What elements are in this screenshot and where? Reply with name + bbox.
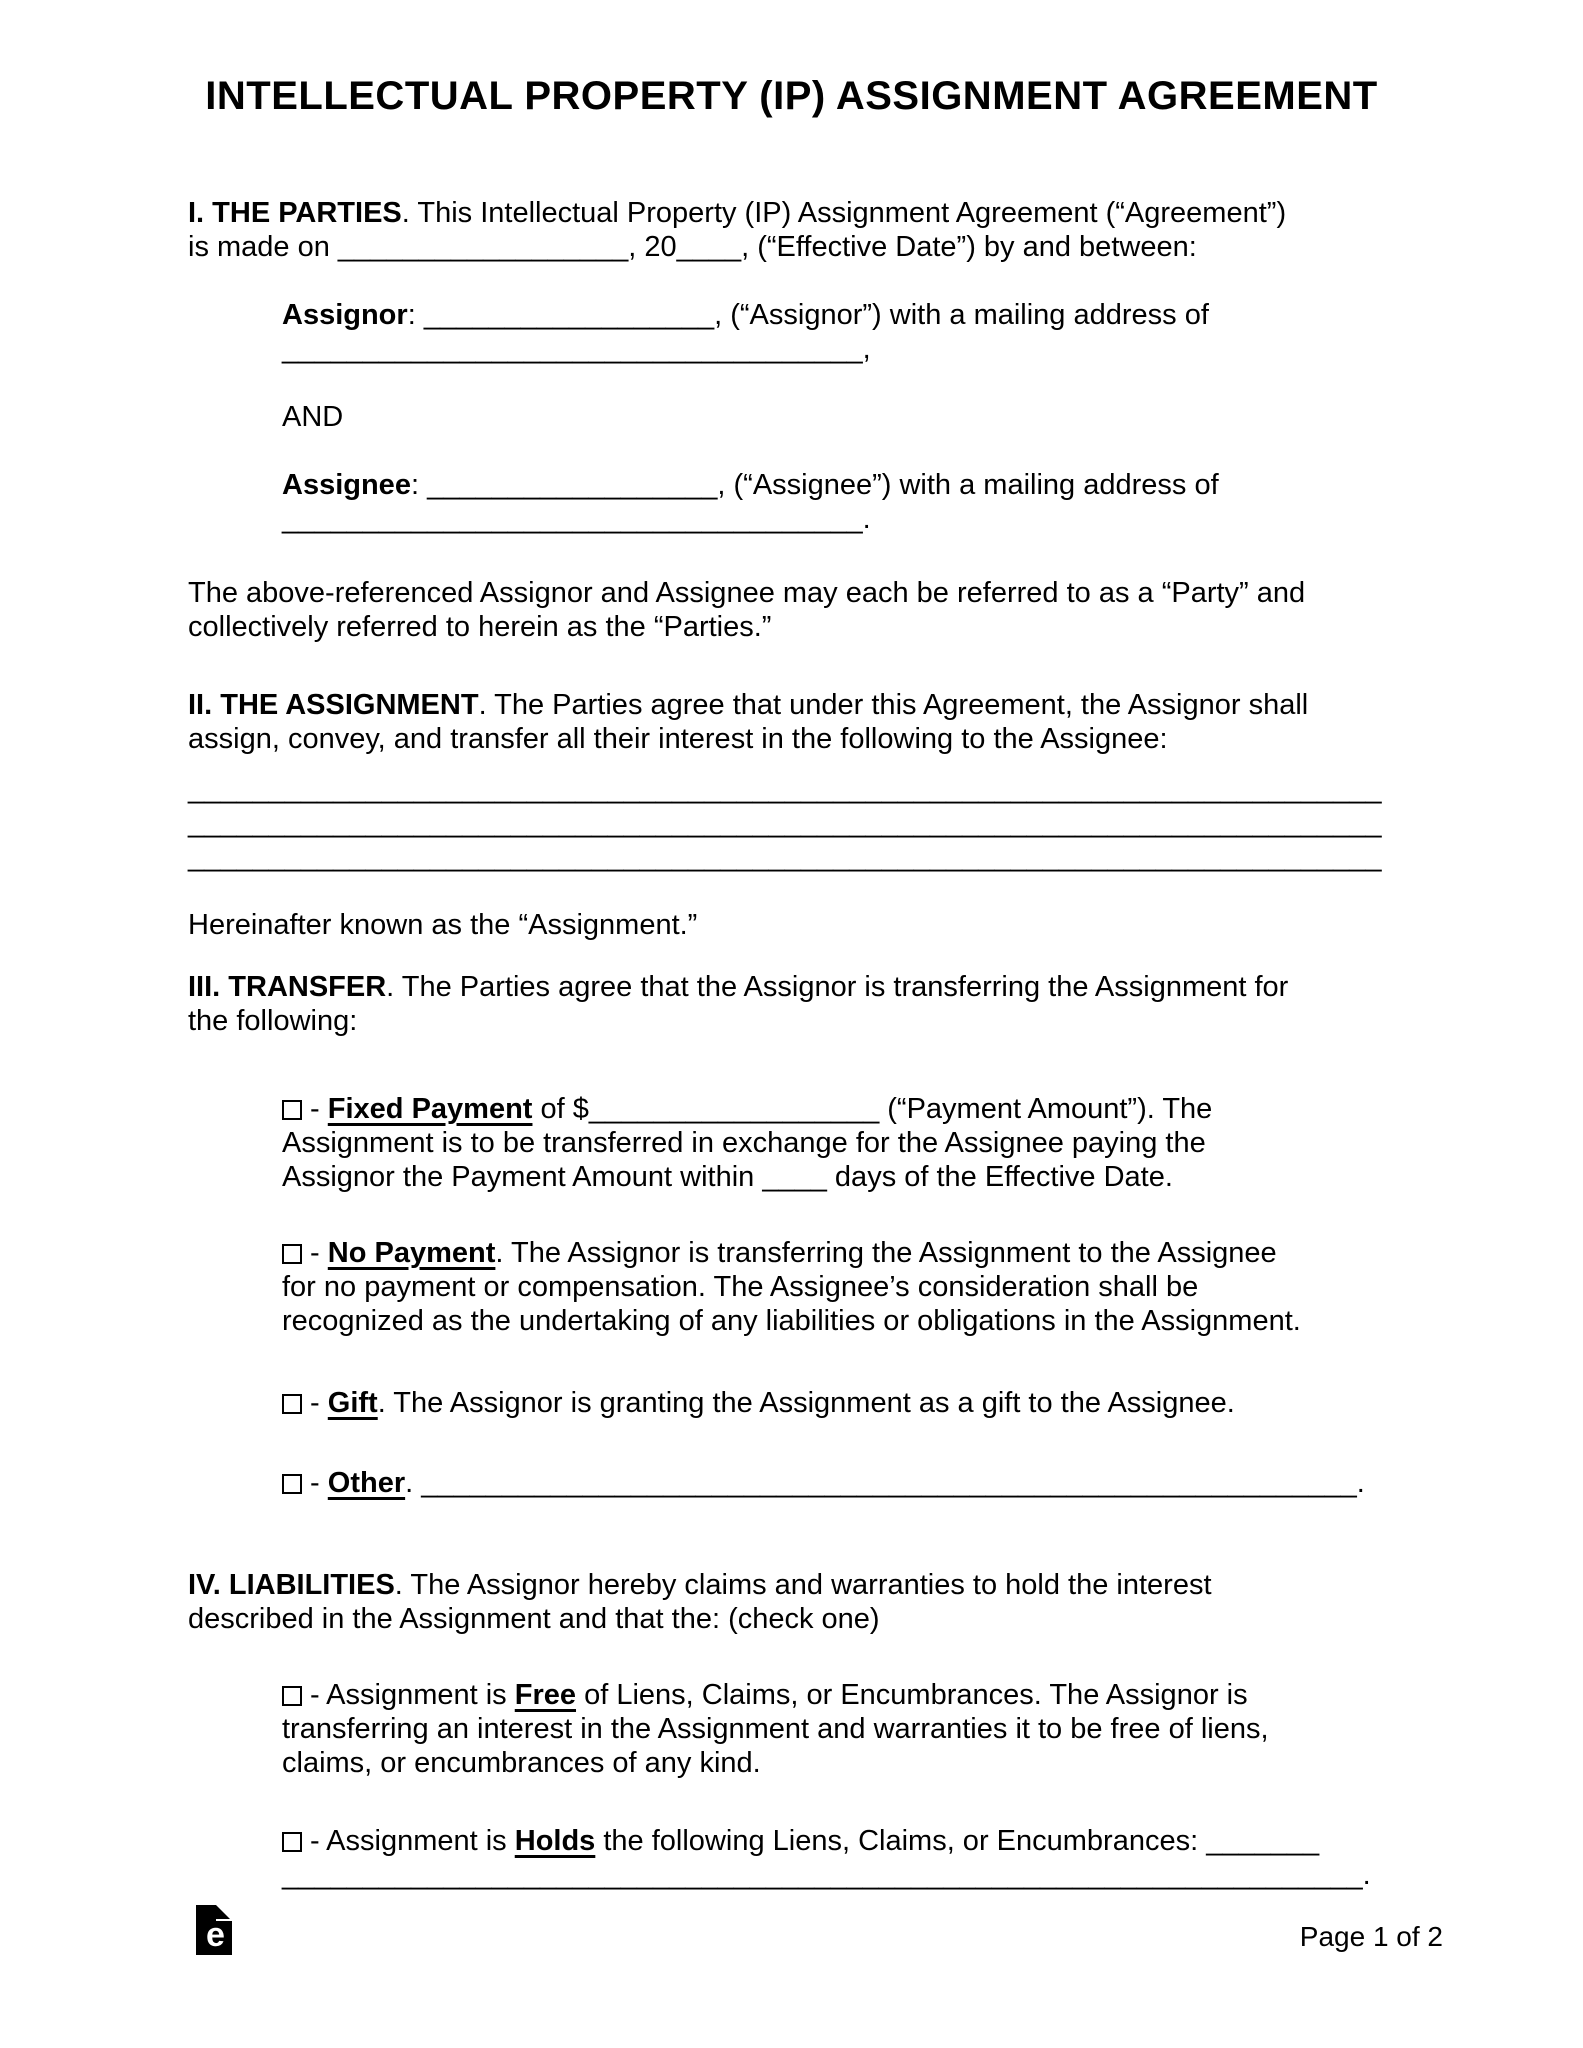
text-run: the following Liens, Claims, or Encumbrances: xyxy=(595,1825,1207,1857)
text-line xyxy=(188,970,1395,1004)
page-number-label: Page 1 of 2 xyxy=(1299,1921,1443,1952)
text-run: days of the Effective Date. xyxy=(826,1161,1173,1193)
text-line xyxy=(282,1092,1395,1126)
text-line xyxy=(188,722,1395,756)
text-line xyxy=(188,196,1395,230)
effective-year-blank[interactable]: ____ xyxy=(676,231,742,263)
text-run: INTELLECTUAL PROPERTY (IP) ASSIGNMENT AGREEMENT xyxy=(205,74,1378,118)
text-run: , xyxy=(862,333,871,365)
text-run: - xyxy=(302,1093,328,1125)
document-body xyxy=(188,72,1395,1892)
payment-days-blank[interactable]: ____ xyxy=(762,1161,827,1193)
text-line xyxy=(282,1712,1395,1746)
payment-amount-blank[interactable]: __________________ xyxy=(588,1093,880,1125)
text-run: . The Assignor is transferring the Assignment to the Assignee xyxy=(495,1237,1277,1269)
text-run: Fixed Payment xyxy=(327,1093,533,1125)
text-run: of $ xyxy=(532,1093,589,1125)
no-payment-checkbox[interactable] xyxy=(282,1244,302,1264)
encumbrances-blank-2[interactable]: ___________________________________________________________________ xyxy=(282,1859,1363,1891)
and-separator xyxy=(282,400,1395,434)
liability-free-checkbox[interactable] xyxy=(282,1686,302,1706)
text-line xyxy=(282,298,1395,332)
text-line xyxy=(188,1602,1395,1636)
checkbox-item-liability-free xyxy=(282,1678,1395,1780)
text-run: of Liens, Claims, or Encumbrances. The Assignor is xyxy=(576,1679,1248,1711)
text-run: Assignor the Payment Amount within xyxy=(282,1161,763,1193)
text-line xyxy=(188,610,1395,644)
text-run: . The Parties agree that the Assignor is transferring the Assignment for xyxy=(386,971,1289,1003)
other-description-blank[interactable]: __________________________________________________________ xyxy=(421,1467,1357,1499)
text-run: , (“Assignor”) with a mailing address of xyxy=(714,299,1209,331)
text-run: The above-referenced Assignor and Assignee may each be referred to as a “Party” and xyxy=(188,577,1306,609)
effective-date-blank[interactable]: __________________ xyxy=(337,231,629,263)
text-run: Assignee xyxy=(282,469,411,501)
text-run: claims, or encumbrances of any kind. xyxy=(282,1747,761,1779)
text-run: Assignment is to be transferred in exchange for the Assignee paying the xyxy=(282,1127,1206,1159)
assignment-description-line-1[interactable]: __________________________________________________________________________ xyxy=(188,773,1382,805)
text-run: : xyxy=(407,299,424,331)
text-line xyxy=(188,1004,1395,1038)
text-run: collectively referred to herein as the “Parties.” xyxy=(188,611,772,643)
text-line xyxy=(188,72,1395,120)
text-run: . The Parties agree that under this Agreement, the Assignor shall xyxy=(478,689,1309,721)
text-run: Hereinafter known as the “Assignment.” xyxy=(188,909,698,941)
checkbox-item-other xyxy=(282,1466,1395,1500)
text-line xyxy=(282,1160,1395,1194)
text-line xyxy=(282,1304,1395,1338)
assignee-name-blank[interactable]: __________________ xyxy=(427,469,718,501)
liability-holds-checkbox[interactable] xyxy=(282,1832,302,1852)
text-line xyxy=(282,332,1395,366)
text-run: , (“Assignee”) with a mailing address of xyxy=(717,469,1219,501)
checkbox-item-gift xyxy=(282,1386,1395,1420)
checkbox-item-no-payment xyxy=(282,1236,1395,1338)
checkbox-item-fixed-payment xyxy=(282,1092,1395,1194)
text-run: . The Assignor hereby claims and warranties to hold the interest xyxy=(394,1569,1212,1601)
gift-checkbox[interactable] xyxy=(282,1394,302,1414)
eforms-logo-icon xyxy=(196,1905,232,1955)
text-run: : xyxy=(410,469,428,501)
text-line xyxy=(282,1858,1395,1892)
text-line xyxy=(282,400,1395,434)
text-line xyxy=(188,230,1395,264)
text-run: AND xyxy=(282,401,344,433)
parties-reference-paragraph xyxy=(188,576,1395,644)
assignment-description-line-3[interactable]: __________________________________________________________________________ xyxy=(188,841,1382,873)
text-run: . This Intellectual Property (IP) Assignment Agreement (“Agreement”) xyxy=(401,197,1287,229)
text-line xyxy=(188,840,1395,874)
text-run: - xyxy=(302,1237,328,1269)
assignor-paragraph xyxy=(282,298,1395,366)
text-line xyxy=(282,468,1395,502)
text-run: Gift xyxy=(327,1387,378,1419)
text-run: No Payment xyxy=(327,1237,496,1269)
section-iii-transfer xyxy=(188,970,1395,1038)
text-run: Assignor xyxy=(282,299,408,331)
text-line xyxy=(188,772,1395,806)
text-run: , (“Effective Date”) by and between: xyxy=(741,231,1197,263)
text-line xyxy=(188,806,1395,840)
text-run: I. THE PARTIES xyxy=(188,197,402,229)
assignee-paragraph xyxy=(282,468,1395,536)
text-line xyxy=(282,502,1395,536)
text-line xyxy=(282,1126,1395,1160)
text-run: . xyxy=(1356,1467,1365,1499)
text-run: for no payment or compensation. The Assignee’s consideration shall be xyxy=(282,1271,1199,1303)
section-ii-the-assignment xyxy=(188,688,1395,756)
text-run: is made on xyxy=(188,231,338,263)
text-run: , 20 xyxy=(628,231,677,263)
svg-text:e: e xyxy=(206,1916,225,1954)
fixed-payment-checkbox[interactable] xyxy=(282,1100,302,1120)
assignor-name-blank[interactable]: __________________ xyxy=(423,299,715,331)
text-run: . xyxy=(1362,1859,1371,1891)
text-run: . The Assignor is granting the Assignment as a gift to the Assignee. xyxy=(377,1387,1235,1419)
text-run: Other xyxy=(327,1467,406,1499)
text-line xyxy=(188,908,1395,942)
section-i-the-parties xyxy=(188,196,1395,264)
assignment-description-lines xyxy=(188,772,1395,874)
text-run: transferring an interest in the Assignment and warranties it to be free of liens, xyxy=(282,1713,1269,1745)
text-run: II. THE ASSIGNMENT xyxy=(188,689,479,721)
text-run: described in the Assignment and that the: (check one) xyxy=(188,1603,880,1635)
text-run: recognized as the undertaking of any liabilities or obligations in the Assignment. xyxy=(282,1305,1301,1337)
text-line xyxy=(282,1386,1395,1420)
assignment-description-line-2[interactable]: __________________________________________________________________________ xyxy=(188,807,1382,839)
encumbrances-blank-1[interactable]: _______ xyxy=(1206,1825,1320,1857)
text-line xyxy=(282,1466,1395,1500)
text-run: - Assignment is xyxy=(302,1825,515,1857)
text-line xyxy=(282,1236,1395,1270)
text-line xyxy=(188,576,1395,610)
assignor-address-blank[interactable]: ____________________________________ xyxy=(282,333,863,365)
text-run: IV. LIABILITIES xyxy=(188,1569,395,1601)
text-line xyxy=(282,1678,1395,1712)
text-run: - Assignment is xyxy=(302,1679,515,1711)
assignee-address-blank[interactable]: ____________________________________ xyxy=(282,503,863,535)
text-run: Free xyxy=(514,1679,577,1711)
text-run: . xyxy=(405,1467,422,1499)
section-iv-liabilities xyxy=(188,1568,1395,1636)
text-line xyxy=(188,1568,1395,1602)
hereinafter-paragraph xyxy=(188,908,1395,942)
text-line xyxy=(188,688,1395,722)
text-line xyxy=(282,1824,1395,1858)
text-run: - xyxy=(302,1387,328,1419)
other-checkbox[interactable] xyxy=(282,1474,302,1494)
text-run: (“Payment Amount”). The xyxy=(879,1093,1213,1125)
text-run: assign, convey, and transfer all their interest in the following to the Assignee: xyxy=(188,723,1168,755)
text-line xyxy=(282,1746,1395,1780)
text-line xyxy=(282,1270,1395,1304)
text-run: . xyxy=(862,503,871,535)
checkbox-item-liability-holds xyxy=(282,1824,1395,1892)
text-run: the following: xyxy=(188,1005,358,1037)
document-title xyxy=(188,72,1395,120)
text-run: III. TRANSFER xyxy=(188,971,387,1003)
text-run: Holds xyxy=(514,1825,596,1857)
text-run: - xyxy=(302,1467,328,1499)
